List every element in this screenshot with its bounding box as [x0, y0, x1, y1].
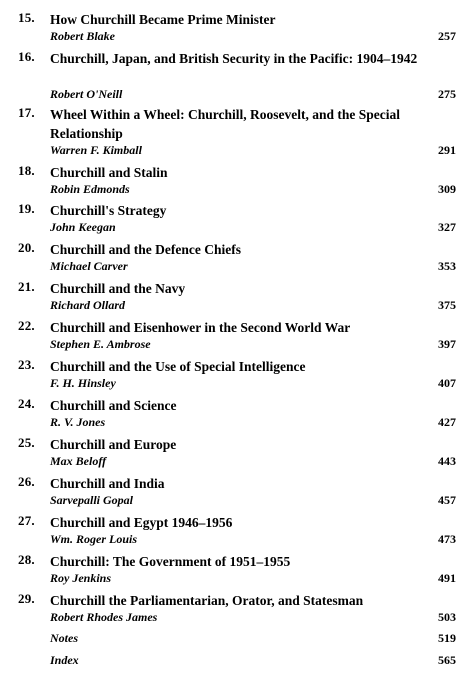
chapter-page: 397	[438, 337, 456, 351]
chapter-author: Sarvepalli Gopal	[50, 493, 133, 507]
chapter-number: 23.	[18, 357, 35, 372]
chapter-page: 503	[438, 610, 456, 624]
index-label: Index	[50, 653, 79, 667]
chapter-page: 407	[438, 376, 456, 390]
chapter-page: 291	[438, 143, 456, 157]
chapter-author: Wm. Roger Louis	[50, 532, 138, 546]
chapter-title: Churchill and Science	[50, 398, 177, 413]
chapter-number: 15.	[18, 10, 35, 25]
chapter-number: 21.	[18, 279, 35, 294]
chapter-author: Robert Rhodes James	[50, 610, 158, 624]
chapter-page: 443	[438, 454, 456, 468]
chapter-number: 27.	[18, 513, 35, 528]
chapter-title: Churchill and the Defence Chiefs	[50, 242, 241, 257]
chapter-title: Churchill the Parliamentarian, Orator, and Statesman	[50, 593, 364, 608]
chapter-author: Roy Jenkins	[50, 571, 112, 585]
chapter-title: Churchill and Egypt 1946–1956	[50, 515, 233, 530]
chapter-author: John Keegan	[50, 220, 116, 234]
chapter-title: Churchill and Eisenhower in the Second World War	[50, 320, 351, 335]
chapter-title: How Churchill Became Prime Minister	[50, 12, 276, 27]
chapter-page: 257	[438, 29, 456, 43]
chapter-title: Churchill and the Navy	[50, 281, 186, 296]
chapter-number: 29.	[18, 591, 35, 606]
chapter-page: 491	[438, 571, 456, 585]
chapter-number: 19.	[18, 201, 35, 216]
chapter-number: 16.	[18, 49, 35, 64]
chapter-number: 20.	[18, 240, 35, 255]
chapter-title: Churchill, Japan, and British Security in the Pacific: 1904–1942	[50, 51, 418, 66]
chapter-title: Churchill and Stalin	[50, 165, 168, 180]
chapter-number: 25.	[18, 435, 35, 450]
chapter-author: Robert Blake	[50, 29, 115, 43]
index-page: 565	[438, 653, 456, 667]
chapter-author: Stephen E. Ambrose	[50, 337, 151, 351]
chapter-author: F. H. Hinsley	[50, 376, 116, 390]
chapter-number: 26.	[18, 474, 35, 489]
chapter-title: Churchill: The Government of 1951–1955	[50, 554, 291, 569]
chapter-page: 457	[438, 493, 456, 507]
chapter-number: 22.	[18, 318, 35, 333]
chapter-page: 309	[438, 182, 456, 196]
chapter-author: Robin Edmonds	[50, 182, 130, 196]
chapter-page: 275	[438, 87, 456, 101]
chapter-author: Michael Carver	[50, 259, 128, 273]
chapter-author: Robert O'Neill	[50, 87, 123, 101]
chapter-title: Churchill and Europe	[50, 437, 177, 452]
chapter-page: 353	[438, 259, 456, 273]
chapter-title: Churchill's Strategy	[50, 203, 167, 218]
chapter-author: Warren F. Kimball	[50, 143, 142, 157]
chapter-title: Churchill and India	[50, 476, 165, 491]
notes-label: Notes	[50, 631, 78, 645]
chapter-page: 427	[438, 415, 456, 429]
chapter-author: Richard Ollard	[50, 298, 126, 312]
chapter-page: 327	[438, 220, 456, 234]
chapter-page: 473	[438, 532, 456, 546]
chapter-author: R. V. Jones	[50, 415, 106, 429]
chapter-number: 28.	[18, 552, 35, 567]
notes-page: 519	[438, 631, 456, 645]
chapter-author: Max Beloff	[50, 454, 107, 468]
chapter-number: 18.	[18, 163, 35, 178]
chapter-title: Churchill and the Use of Special Intelligence	[50, 359, 306, 374]
chapter-number: 17.	[18, 105, 35, 120]
chapter-page: 375	[438, 298, 456, 312]
chapter-number: 24.	[18, 396, 35, 411]
chapter-title: Wheel Within a Wheel: Churchill, Roosevelt, and the Special Relationship	[50, 107, 401, 141]
